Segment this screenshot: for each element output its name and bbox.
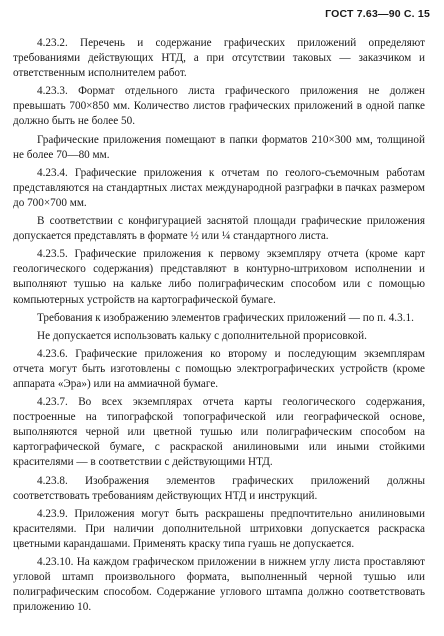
paragraph-4-23-6: 4.23.6. Графические приложения ко второму и последующим экземплярам отчета могут быть изготовлены с помощью электрографических устройств (кроме аппарата «Эра») или на аммиачной бумаге. [13,347,425,390]
paragraph-4-23-7: 4.23.7. Во всех экземплярах отчета карты геологического содержания, построенные на типографской топографической или географической основе, выполняются черной или цветной тушью или полиграфическим способом на картографической бумаге, с раскраской анилиновыми или иными стойкими красителями — в соответствии с действующими НТД. [13,396,425,469]
paragraph-sheet-fraction: В соответствии с конфигурацией заснятой площади графические приложения допускается представлять в формате ½ или ¼ стандартного листа. [13,215,425,243]
page-header: ГОСТ 7.63—90 С. 15 [325,8,430,20]
paragraph-4-23-5: 4.23.5. Графические приложения к первому экземпляру отчета (кроме карт геологического содержания) представляют в контурно-штриховом исполнении и выполняют тушью на кальке либо полиграфическим способом или с помощью компьютерных устройств на картографической бумаге. [13,248,425,306]
paragraph-tracing-prohibited: Не допускается использовать кальку с дополнительной прорисовкой. [37,329,367,342]
paragraph-4-23-4: 4.23.4. Графические приложения к отчетам по геолого-съемочным работам представляются на стандартных листах международной разграфки в пачках размером до 700×700 мм. [13,166,425,209]
paragraph-4-23-8: 4.23.8. Изображения элементов графических приложений должны соответствовать требованиям действующих НТД и инструкций. [13,474,425,502]
paragraph-element-requirements: Требования к изображению элементов графических приложений — по п. 4.3.1. [37,311,414,324]
paragraph-4-23-3: 4.23.3. Формат отдельного листа графического приложения не должен превышать 700×850 мм. Количество листов графических приложений в одной папке должно быть не более 50. [13,85,425,128]
paragraph-4-23-9: 4.23.9. Приложения могут быть раскрашены предпочтительно анилиновыми красителями. При наличии дополнительной штриховки допускается раскраска цветными карандашами. Применять краску типа гуашь не допускается. [13,507,425,550]
document-body [13,36,425,618]
paragraph-folder-format: Графические приложения помещают в папки форматов 210×300 мм, толщиной не более 70—80 мм. [13,133,425,161]
paragraph-4-23-2: 4.23.2. Перечень и содержание графических приложений определяют требованиями действующих НТД, а при отсутствии таковых — заказчиком и ответственным исполнителем работ. [13,37,425,80]
paragraph-4-23-10: 4.23.10. На каждом графическом приложении в нижнем углу листа проставляют угловой штамп произвольного формата, выполненный черной тушью или полиграфическим способом. Содержание углового штампа должно соответствовать приложению 10. [13,556,425,614]
